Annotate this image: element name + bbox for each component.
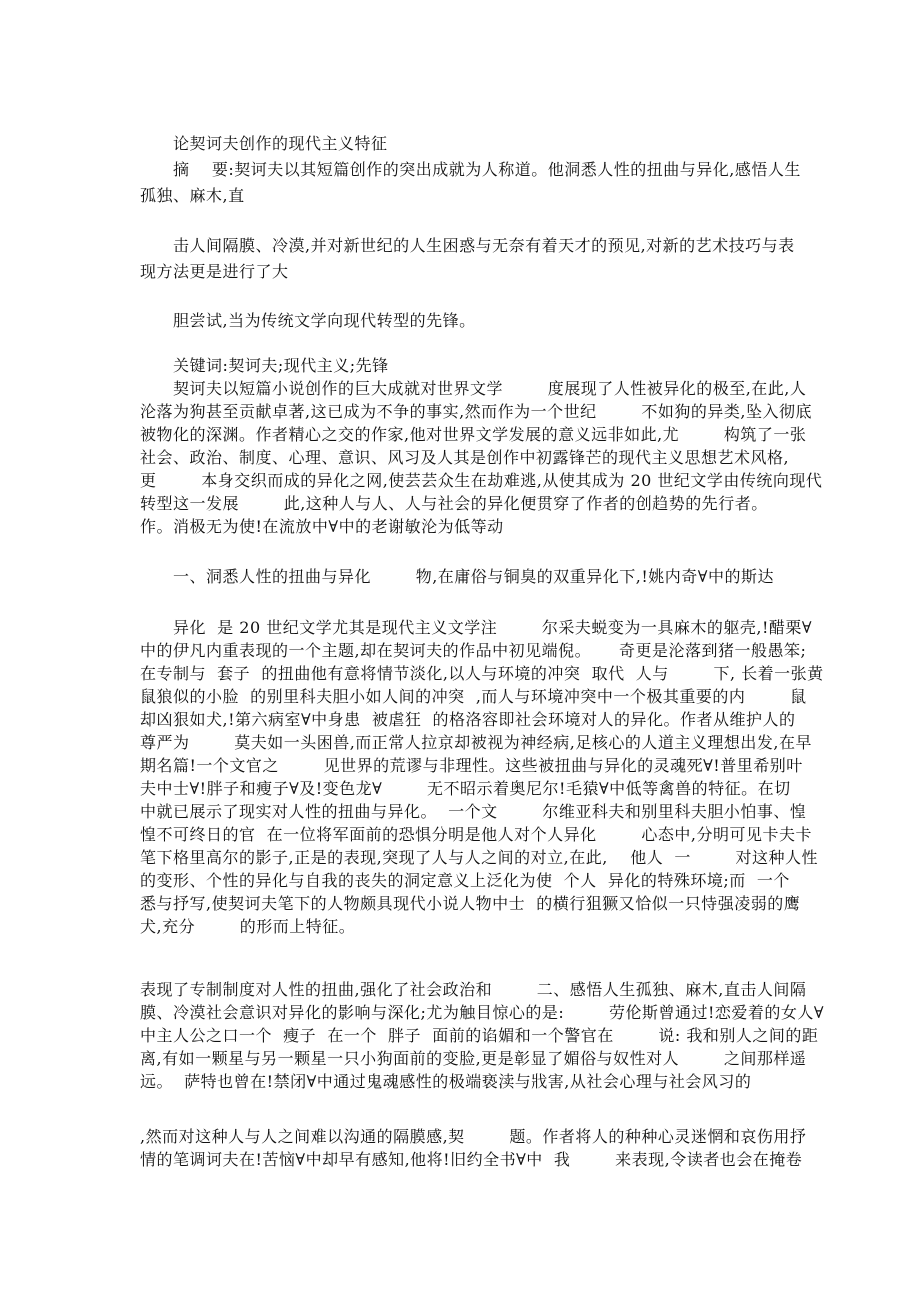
- body-line: 被物化的深渊。作者精心之交的作家,他对世界文学发展的意义远非如此,尤 构筑了一张: [140, 425, 807, 444]
- body-line: 悉与抒写,使契诃夫笔下的人物颇具现代小说人物中士 的横行狙獗又恰似一只恃强凌弱的鹰: [140, 894, 801, 913]
- document-title: 论契诃夫创作的现代主义特征: [173, 134, 388, 153]
- abstract-line: 胆尝试,当为传统文学向现代转型的先锋。: [173, 311, 476, 330]
- body-line: 尊严为 莫夫如一头困兽,而正常人拉京却被视为神经病,足核心的人道主义理想出发,在早: [140, 733, 812, 752]
- abstract-line: 摘 要:契诃夫以其短篇创作的突出成就为人称道。他洞悉人性的扭曲与异化,感悟人生: [173, 160, 801, 179]
- body-line: 离,有如一颗星与另一颗星一只小狗面前的变脸,更是彰显了媚俗与奴性对人 之间那样遥: [140, 1049, 807, 1068]
- body-line: 的变形、个性的异化与自我的丧失的洞定意义上泛化为使 个人 异化的特殊环境;而 一个: [140, 871, 790, 890]
- body-line: 鼠狼似的小脸 的别里科夫胆小如人间的冲突 ,而人与环境冲突中一个极其重要的内 鼠: [140, 687, 807, 706]
- body-line: 异化 是 20 世纪文学尤其是现代主义文学注 尔采夫蜕变为一具麻木的躯壳,!醋栗∀: [173, 618, 813, 637]
- body-line: 惶不可终日的官 在一位将军面前的恐惧分明是他人对个人异化 心态中,分明可见卡夫卡: [140, 825, 812, 844]
- body-line: 却凶狠如犬,!第六病室∀中身患 被虐狂 的格洛容即社会环境对人的异化。作者从维护人的: [140, 710, 796, 729]
- abstract-line: 孤独、麻木,直: [140, 186, 245, 205]
- keywords-line: 关键词:契诃夫;现代主义;先锋: [173, 356, 389, 375]
- body-line: 膜、冷漠社会意识对异化的影响与深化;尤为触目惊心的是: 劳伦斯曾通过!恋爱着的女人∀: [140, 1003, 825, 1022]
- abstract-line: 击人间隔膜、冷漠,并对新世纪的人生困惑与无奈有着天才的预见,对新的艺术技巧与表: [173, 236, 795, 255]
- body-line: 笔下格里高尔的影子,正是的表现,突现了人与人之间的对立,在此, 他人 一 对这种人性: [140, 848, 819, 867]
- body-line: 犬,充分 的形而上特征。: [140, 917, 356, 936]
- body-line: 社会、政治、制度、心理、意识、风习及人其是创作中初露锋芒的现代主义思想艺术风格,: [140, 448, 790, 467]
- body-line: 中主人公之口一个 瘦子 在一个 胖子 面前的谄媚和一个警官在 说: 我和别人之间的距: [140, 1026, 819, 1045]
- body-line: 作。消极无为使!在流放中∀中的老谢敏沦为低等动: [140, 517, 504, 536]
- body-line: ,然而对这种人与人之间难以沟通的隔膜感,契 题。作者将人的种种心灵迷惘和哀伤用抒: [140, 1127, 807, 1146]
- body-line: 沦落为狗甚至贡献卓著,这已成为不争的事实,然而作为一个世纪 不如狗的异类,坠入彻底: [140, 402, 812, 421]
- abstract-line: 现方法更是进行了大: [140, 262, 289, 281]
- body-line: 情的笔调诃夫在!苦恼∀中却早有感知,他将!旧约全书∀中 我 来表现,令读者也会在掩卷: [140, 1150, 803, 1169]
- body-line: 在专制与 套子 的扭曲他有意将情节淡化,以人与环境的冲突 取代 人与 下, 长着一张黄: [140, 664, 824, 683]
- body-line: 期名篇!一个文官之 见世界的荒谬与非理性。这些被扭曲与异化的灵魂死∀!普里希别叶: [140, 756, 803, 775]
- body-line: 中的伊凡内重表现的一个主题,却在契诃夫的作品中初见端倪。 奇更是沦落到猪一般愚笨;: [140, 641, 807, 660]
- body-line: 更 本身交织而成的异化之网,使芸芸众生在劫难逃,从使其成为 20 世纪文学由传统向现代: [140, 471, 823, 490]
- body-line: 表现了专制制度对人性的扭曲,强化了社会政治和 二、感悟人生孤独、麻木,直击人间隔: [140, 980, 807, 999]
- body-line: 夫中士∀!胖子和瘦子∀及!变色龙∀ 无不昭示着奥尼尔!毛猿∀中低等禽兽的特征。在切: [140, 779, 791, 798]
- body-line: 转型这一发展 此,这种人与人、人与社会的异化便贯穿了作者的创趋势的先行者。: [140, 494, 768, 513]
- body-line: 中就已展示了现实对人性的扭曲与异化。 一个文 尔维亚科夫和别里科夫胆小怕事、惶: [140, 802, 807, 821]
- section-heading: 一、洞悉人性的扭曲与异化 物,在庸俗与铜臭的双重异化下,!姚内奇∀中的斯达: [173, 567, 774, 586]
- body-line: 远。 萨特也曾在!禁闭∀中通过鬼魂感性的极端亵渎与戕害,从社会心理与社会风习的: [140, 1072, 752, 1091]
- body-line: 契诃夫以短篇小说创作的巨大成就对世界文学 度展现了人性被异化的极至,在此,人: [173, 379, 807, 398]
